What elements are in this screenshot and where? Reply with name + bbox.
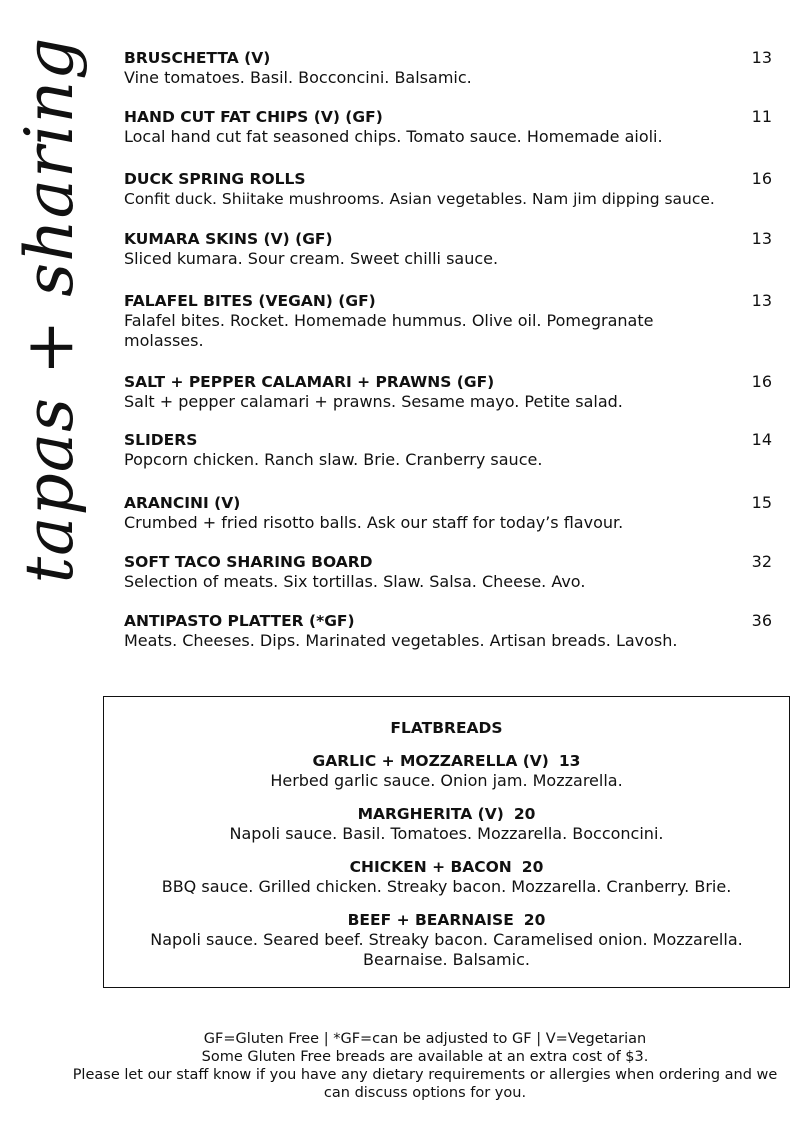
flatbread-price: 20 [521,858,544,876]
item-description: Meats. Cheeses. Dips. Marinated vegetables. Artisan breads. Lavosh. [124,631,678,650]
item-name: DUCK SPRING ROLLS [124,170,306,188]
flatbread-item [104,857,789,897]
item-name: SOFT TACO SHARING BOARD [124,553,373,571]
dietary-legend: GF=Gluten Free | *GF=can be adjusted to GF | V=Vegetarian [203,1031,647,1047]
section-title: tapas + sharing [11,36,88,584]
item-description: Falafel bites. Rocket. Homemade hummus. Olive oil. Pomegranate molasses. [124,311,654,350]
item-name: SALT + PEPPER CALAMARI + PRAWNS (GF) [124,373,495,391]
menu-item [124,552,772,592]
flatbreads-box [103,696,790,988]
item-price: 16 [751,169,772,188]
menu-item [124,372,772,412]
flatbread-name: CHICKEN + BACON [349,858,512,876]
footer-notes [0,1030,800,1102]
flatbread-name: GARLIC + MOZZARELLA (V) [312,752,549,770]
flatbread-price: 20 [513,805,536,823]
flatbread-description: BBQ sauce. Grilled chicken. Streaky bacon. Mozzarella. Cranberry. Brie. [161,877,732,896]
item-price: 15 [751,493,772,512]
item-price: 13 [751,291,772,310]
menu-item [124,169,784,209]
item-description: Crumbed + fried risotto balls. Ask our staff for today’s flavour. [124,513,624,532]
item-price: 13 [751,48,772,67]
item-description: Confit duck. Shiitake mushrooms. Asian vegetables. Nam jim dipping sauce. [124,190,715,208]
item-name: SLIDERS [124,431,198,449]
item-description: Sliced kumara. Sour cream. Sweet chilli sauce. [124,249,499,268]
menu-item [124,229,772,269]
item-name: FALAFEL BITES (VEGAN) (GF) [124,292,376,310]
item-description: Vine tomatoes. Basil. Bocconcini. Balsamic. [124,68,472,87]
item-description: Selection of meats. Six tortillas. Slaw. Salsa. Cheese. Avo. [124,572,586,591]
flatbread-item [104,751,789,791]
item-name: BRUSCHETTA (V) [124,49,271,67]
item-name: ARANCINI (V) [124,494,241,512]
flatbreads-heading: FLATBREADS [390,719,503,737]
flatbread-name: BEEF + BEARNAISE [347,911,514,929]
flatbread-name: MARGHERITA (V) [357,805,504,823]
item-name: HAND CUT FAT CHIPS (V) (GF) [124,108,383,126]
menu-item [124,48,772,88]
menu-item [124,611,772,651]
menu-item [124,291,772,351]
item-name: ANTIPASTO PLATTER (*GF) [124,612,355,630]
item-price: 36 [751,611,772,630]
item-price: 16 [751,372,772,391]
menu-item [124,493,772,533]
flatbread-price: 13 [558,752,581,770]
item-name: KUMARA SKINS (V) (GF) [124,230,333,248]
item-description: Popcorn chicken. Ranch slaw. Brie. Cranberry sauce. [124,450,543,469]
gluten-free-note: Some Gluten Free breads are available at an extra cost of $3. [201,1049,649,1065]
item-price: 13 [751,229,772,248]
item-price: 32 [751,552,772,571]
allergy-note: Please let our staff know if you have any dietary requirements or allergies when ordering and we can discuss options for you. [72,1067,778,1101]
item-price: 11 [751,107,772,126]
flatbread-description: Napoli sauce. Basil. Tomatoes. Mozzarella. Bocconcini. [229,824,664,843]
flatbread-price: 20 [523,911,546,929]
flatbread-item [104,910,789,970]
flatbread-item [104,804,789,844]
item-description: Salt + pepper calamari + prawns. Sesame mayo. Petite salad. [124,392,623,411]
flatbread-description: Herbed garlic sauce. Onion jam. Mozzarella. [270,771,623,790]
menu-item [124,430,772,470]
item-description: Local hand cut fat seasoned chips. Tomato sauce. Homemade aioli. [124,127,663,146]
flatbread-description: Napoli sauce. Seared beef. Streaky bacon. Caramelised onion. Mozzarella. Bearnaise. Balsamic. [150,930,743,969]
menu-item [124,107,772,147]
item-price: 14 [751,430,772,449]
